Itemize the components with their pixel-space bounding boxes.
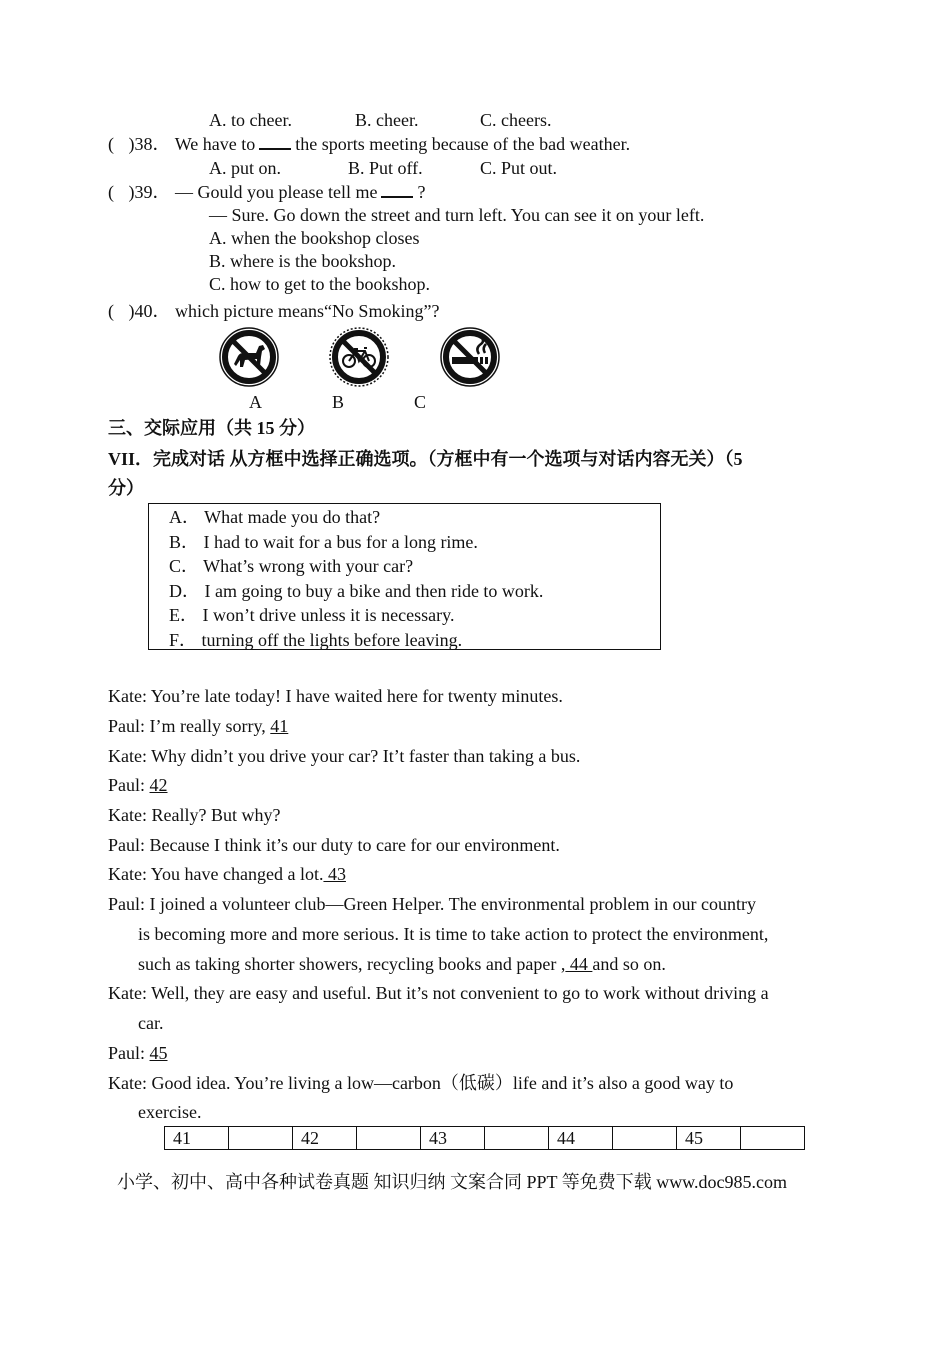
- q38-number: )38．: [128, 134, 171, 154]
- page-footer: 小学、初中、高中各种试卷真题 知识归纳 文案合同 PPT 等免费下载 www.doc985.com: [117, 1172, 787, 1192]
- blank-45: 45: [149, 1043, 168, 1063]
- q40-paren: (: [108, 301, 114, 321]
- dialogue-line-8: Paul: I joined a volunteer club—Green Helper. The environmental problem in our country: [108, 894, 756, 914]
- box-option-a: A． What made you do that?: [169, 507, 381, 527]
- q39-reply: — Sure. Go down the street and turn left. You can see it on your left.: [209, 205, 705, 225]
- no-bicycles-icon: [328, 326, 390, 388]
- dialogue-line-1: Kate: You’re late today! I have waited here for twenty minutes.: [108, 686, 563, 706]
- q40-number: )40．: [128, 301, 171, 321]
- q39-paren: (: [108, 182, 114, 202]
- q38-option-a: A. put on.: [209, 158, 281, 178]
- answer-cell-45[interactable]: [741, 1127, 805, 1150]
- answer-table: [164, 1126, 805, 1150]
- dialogue-line-13: [108, 1042, 168, 1064]
- answer-cell-41[interactable]: [229, 1127, 293, 1150]
- dialogue-line-9: is becoming more and more serious. It is time to take action to protect the environment,: [138, 924, 769, 944]
- q37-option-a: A. to cheer.: [209, 110, 292, 130]
- blank-41: 41: [270, 716, 289, 736]
- dialogue-line-13-text: Paul:: [108, 1043, 150, 1063]
- q37-option-b: B. cheer.: [355, 110, 419, 130]
- answer-label-42: 42: [293, 1127, 357, 1150]
- q38-paren: (: [108, 134, 114, 154]
- dialogue-line-7-text: Kate: You have changed a lot.: [108, 864, 324, 884]
- dialogue-line-4: [108, 774, 168, 796]
- dialogue-line-7: [108, 863, 346, 885]
- q39-blank: [381, 182, 413, 198]
- dialogue-line-10-text: such as taking shorter showers, recycling books and paper ,: [138, 954, 566, 974]
- blank-44: 44: [565, 954, 593, 974]
- box-option-e: E． I won’t drive unless it is necessary.: [169, 605, 455, 625]
- answer-label-44: 44: [549, 1127, 613, 1150]
- dialogue-line-15: exercise.: [138, 1102, 202, 1122]
- blank-42: 42: [149, 775, 168, 795]
- q39-option-c: C. how to get to the bookshop.: [209, 274, 430, 294]
- answer-label-45: 45: [677, 1127, 741, 1150]
- q38-text-pre: We have to: [174, 134, 256, 154]
- blank-43: 43: [323, 864, 346, 884]
- box-option-b: B． I had to wait for a bus for a long rime.: [169, 532, 478, 552]
- box-option-c: C． What’s wrong with your car?: [169, 556, 414, 576]
- answer-row: [165, 1127, 805, 1150]
- answer-label-41: 41: [165, 1127, 229, 1150]
- q38-blank: [259, 134, 291, 150]
- dialogue-line-10: [138, 953, 666, 975]
- dialogue-line-2-text: Paul: I’m really sorry,: [108, 716, 271, 736]
- q38-text-post: the sports meeting because of the bad weather.: [295, 134, 631, 154]
- q39-option-b: B. where is the bookshop.: [209, 251, 396, 271]
- options-box: [148, 503, 661, 650]
- q38-option-c: C. Put out.: [480, 158, 558, 178]
- section3-title: 三、交际应用（共 15 分）: [108, 418, 315, 438]
- dialogue-line-3: Kate: Why didn’t you drive your car? It’t faster than taking a bus.: [108, 746, 581, 766]
- box-option-d: D． I am going to buy a bike and then ride to work.: [169, 581, 544, 601]
- answer-label-43: 43: [421, 1127, 485, 1150]
- dialogue-line-10-end: and so on.: [592, 954, 666, 974]
- q38-question: [108, 133, 630, 155]
- dialogue-line-4-text: Paul:: [108, 775, 150, 795]
- box-option-f: F． turning off the lights before leaving.: [169, 630, 463, 650]
- section-vii-instruction: VII．完成对话 从方框中选择正确选项。（方框中有一个选项与对话内容无关）（5: [108, 449, 743, 469]
- q39-question: [108, 181, 425, 203]
- answer-cell-43[interactable]: [485, 1127, 549, 1150]
- q39-number: )39．: [128, 182, 171, 202]
- q40-question: [108, 300, 439, 322]
- dialogue-line-5: Kate: Really? But why?: [108, 805, 281, 825]
- no-dogs-icon: [218, 326, 280, 388]
- q40-label-b: B: [332, 392, 345, 412]
- answer-cell-42[interactable]: [357, 1127, 421, 1150]
- dialogue-line-11: Kate: Well, they are easy and useful. But it’s not convenient to go to work without driving a: [108, 983, 769, 1003]
- section-vii-instruction-cont: 分）: [108, 478, 144, 498]
- dialogue-line-6: Paul: Because I think it’s our duty to care for our environment.: [108, 835, 560, 855]
- answer-cell-44[interactable]: [613, 1127, 677, 1150]
- dialogue-line-12: car.: [138, 1013, 164, 1033]
- q40-text: which picture means“No Smoking”?: [175, 301, 440, 321]
- dialogue-line-2: [108, 715, 288, 737]
- q40-label-a: A: [249, 392, 262, 412]
- dialogue-line-14: Kate: Good idea. You’re living a low—carbon（低碳）life and it’s also a good way to: [108, 1073, 734, 1093]
- q39-text-post: ?: [417, 182, 426, 202]
- q39-option-a: A. when the bookshop closes: [209, 228, 420, 248]
- q38-option-b: B. Put off.: [348, 158, 423, 178]
- no-smoking-icon: [439, 326, 501, 388]
- q39-text-pre: — Gould you please tell me: [175, 182, 378, 202]
- q37-option-c: C. cheers.: [480, 110, 552, 130]
- q40-label-c: C: [414, 392, 427, 412]
